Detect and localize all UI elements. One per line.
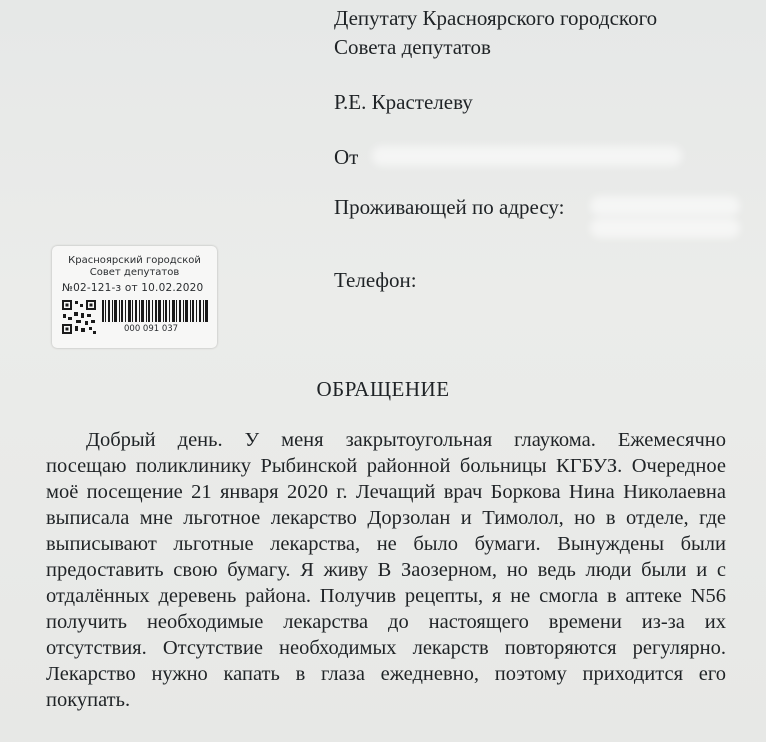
body-line-10: Лекарство нужно капать в глаза ежедневно, поэтому приходится его — [46, 663, 726, 685]
redacted-address-line-1 — [590, 196, 740, 216]
body-line-6: предоставить свою бумагу. Я живу В Заозерном, но ведь люди были и с — [46, 559, 726, 581]
body-line-9: отсутствия. Отсутствие необходимых лекарств повторяются регулярно. — [46, 637, 726, 659]
phone-label: Телефон: — [334, 268, 417, 292]
sticker-org-line-1: Красноярский городской — [68, 255, 201, 266]
body-line-1: Добрый день. У меня закрытоугольная глаукома. Ежемесячно — [86, 429, 726, 451]
body-line-3: моё посещение 21 января 2020 г. Лечащий врач Боркова Нина Николаевна — [46, 481, 726, 503]
address-label: Проживающей по адресу: — [334, 195, 565, 219]
registration-number: №02-121-з от 10.02.2020 — [62, 282, 204, 294]
recipient-name: Р.Е. Крастелеву — [334, 90, 473, 114]
from-label: От — [334, 145, 359, 169]
body-line-11: покупать. — [46, 689, 131, 711]
registration-sticker — [52, 246, 217, 348]
barcode-icon — [102, 300, 208, 322]
document-title: ОБРАЩЕНИЕ — [316, 377, 450, 401]
sticker-org-line-2: Совет депутатов — [89, 267, 180, 278]
recipient-line-2: Совета депутатов — [334, 35, 491, 59]
barcode-number: 000 091 037 — [124, 324, 179, 334]
redacted-address-line-2 — [590, 218, 740, 238]
body-line-4: выписала мне льготное лекарство Дорзолан и Тимолол, но в отделе, где — [46, 507, 726, 529]
body-line-5: выписывают льготные лекарства, не было бумаги. Вынуждены были — [46, 533, 726, 555]
recipient-line-1: Депутату Красноярского городского — [334, 6, 658, 30]
body-line-8: получить необходимые лекарства до настоящего времени из-за их — [46, 611, 726, 633]
body-line-7: отдалённых деревень района. Получив рецепты, я не смогла в аптеке N56 — [46, 585, 726, 607]
redacted-sender-name — [372, 146, 682, 166]
body-line-2: посещаю поликлинику Рыбинской районной больницы КГБУЗ. Очередное — [46, 455, 726, 477]
qr-code-icon — [61, 299, 97, 335]
